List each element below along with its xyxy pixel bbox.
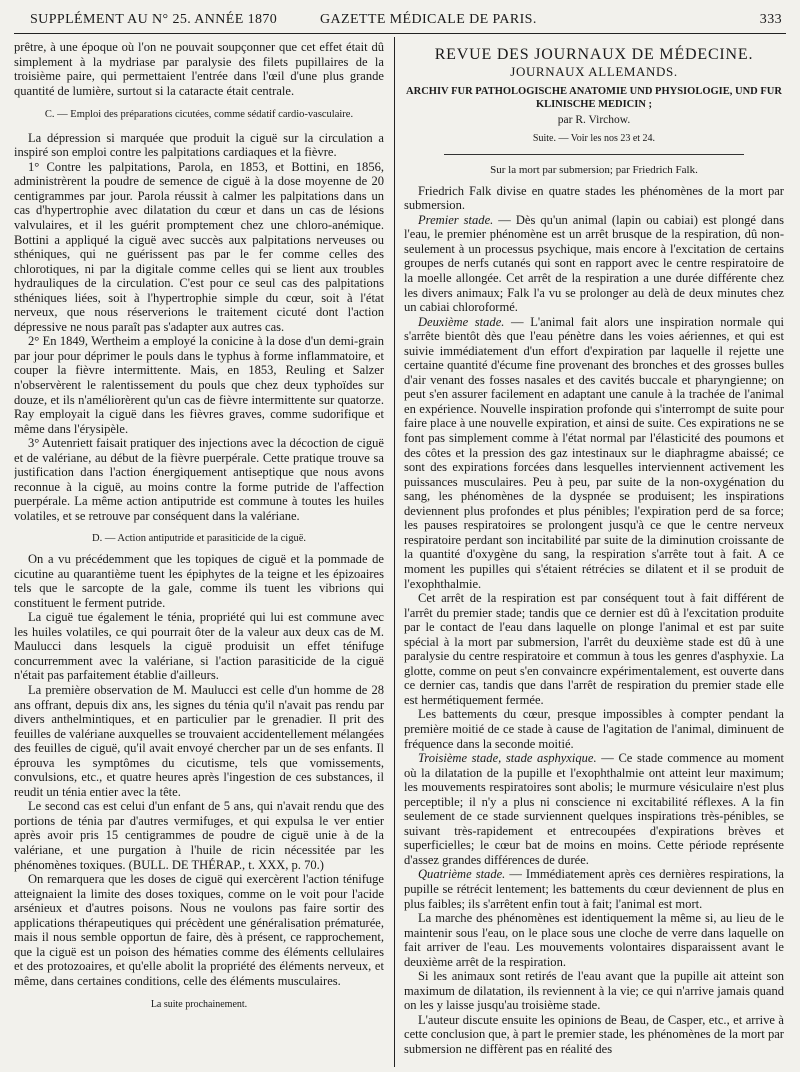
paragraph: Premier stade. — Dès qu'un animal (lapin ou cabiai) est plongé dans l'eau, le premier phénomène est un arrêt brusque de la respiration, dû non-seulement à un processus psychique, mais encore à l'excitation de certains groupes de nerfs cutanés qui sont en rapport avec le centre respiratoire de la moelle allongée. Cet arrêt de la respiration a une durée différente chez les divers animaux; Falk l'a vu se prolonger au delà de deux minutes chez un cabiai chloroformé.	[404, 212, 784, 315]
section-subheading: JOURNAUX ALLEMANDS.	[510, 63, 678, 79]
column-divider	[394, 37, 395, 1067]
paragraph: Deuxième stade. — L'animal fait alors une inspiration normale qui s'arrête bientôt dès que l'eau pénètre dans les voies aériennes, et qui est suivie immédiatement d'un effort d'expiration par laquelle il rejette une certaine quantité d'écume fine provenant des bronches et des grosses bulles d'air venant des fosses nasales et des cavités buccale et pharyngienne; on peut s'en assurer facilement en adaptant une canule à la trachée de l'animal en expérience. Nouvelle inspiration profonde qui s'interrompt de suite pour faire place à une nouvelle expiration, et ainsi de suite. Ces expirations ne se font pas simplement comme à l'état normal par l'élasticité des poumons et des côtes et la pression des gaz intestinaux sur le diaphragme abaissé; ce sont des expirations forcées dans lesquelles interviennent activement les puissances musculaires. Peu à peu, par suite de la non-oxygénation du sang, les phénomènes de la dyspnée se produisent; les inspirations deviennent plus profondes et plus pénibles; l'expiration perd de sa force; les pauses respiratoires se prolongent jusqu'à ce que le centre nerveux respiratoire perdant son incitabilité par suite de la diminution croissante de la quantité d'oxygène du sang, la respiration s'arrête tout à fait. A ce moment les pupilles qui s'étaient rétrécies se dilatent et il se produit de l'exophthalmie.	[404, 314, 784, 591]
section-heading-d: D. — Action antiputride et parasiticide de la ciguë.	[91, 532, 306, 544]
stage-label: Troisième stade, stade asphyxique.	[418, 751, 597, 766]
paragraph: Les battements du cœur, presque impossibles à compter pendant la première moitié de ce stade à cause de l'agitation de l'animal, diminuent de fréquence dans la seconde moitié.	[404, 707, 784, 751]
paragraph: La ciguë tue également le ténia, propriété qui lui est commune avec les huiles volatiles, ce qui pourrait ôter de la valeur aux deux cas de M. Maulucci dans lesquels la ciguë produisit un effet ténifuge concurremment avec la valériane, si l'action parasiticide de la ciguë n'était pas parfaitement établie d'ailleurs.	[14, 610, 384, 683]
paragraph: La marche des phénomènes est identiquement la même si, au lieu de le maintenir sous l'eau, on le place sous une cloche de verre dans laquelle on fait arriver de l'eau. Les mouvements volontaires disparaissent avant le deuxième arrêt de la respiration.	[404, 911, 784, 969]
paragraph: prêtre, à une époque où l'on ne pouvait soupçonner que cet effet était dû simplement à la mydriase par paralysie des filets pupillaires de la troisième paire, qui permettaient l'entrée dans l'œil d'une plus grande quantité de lumière, surtout si la cataracte était centrale.	[14, 40, 384, 98]
stage-label: Quatrième stade.	[418, 867, 506, 882]
journal-name: ARCHIV FUR PATHOLOGISCHE ANATOMIE UND PHYSIOLOGIE, UND FUR KLINISCHE MEDICIN ;	[406, 86, 782, 111]
separator-rule	[444, 154, 744, 155]
continuation-note: La suite prochainement.	[150, 999, 248, 1011]
supplement-label: SUPPLÉMENT AU N° 25. ANNÉE 1870	[30, 12, 278, 27]
paragraph: On a vu précédemment que les topiques de ciguë et la pommade de cicutine au quarantième tuent les épiphytes de la teigne et les épizoaires tels que le sarcopte de la gale, comme ils tuent les vibrions qui constituent le ferment putride.	[14, 552, 384, 610]
left-column	[14, 40, 384, 1070]
right-column	[404, 40, 784, 1070]
page-number: 333	[759, 12, 782, 27]
stage-label: Premier stade.	[418, 212, 494, 227]
page-header	[14, 10, 786, 30]
article-title: Sur la mort par submersion; par Friedrich Falk.	[490, 164, 698, 177]
continuation-reference: Suite. — Voir les nos 23 et 24.	[532, 132, 656, 144]
journal-title: GAZETTE MÉDICALE DE PARIS.	[320, 12, 537, 27]
stage-label: Deuxième stade.	[418, 314, 505, 329]
paragraph: L'auteur discute ensuite les opinions de Beau, de Casper, etc., et arrive à cette conclusion que, à part le premier stade, les phénomènes de la mort par submersion ne diffèrent pas en réalité des	[404, 1012, 784, 1056]
paragraph: 2° En 1849, Wertheim a employé la conicine à la dose d'un demi-grain par jour pour déprimer le pouls dans le typhus à forme inflammatoire, et couper la fièvre intermittente. Mais, en 1853, Reuling et Salzer n'observèrent le ralentissement du pouls que chez deux typhoïdes sur douze, et ils n'améliorèrent qu'un cas de fièvre intermittente sur quatorze. Ray employait la ciguë dans les fièvres graves, comme sudorifique et même dans l'érysipèle.	[14, 334, 384, 436]
section-heading-c: C. — Emploi des préparations cicutées, comme sédatif cardio-vasculaire.	[44, 109, 354, 121]
paragraph: On remarquera que les doses de ciguë qui exercèrent l'action ténifuge atteignaient la limite des doses toxiques, comme on le voit pour l'acide arsénieux et d'autres poisons. Nous ne voulons pas faire sortir des applications thérapeutiques qui précèdent une généralisation prématurée, mais il nous semble opportun de faire, dès à présent, ce rapprochement, que la ciguë est un poison des hématies comme des éléments cellulaires et des protozoaires, et qu'elle abolit la propriété des éléments nerveux, et même, dans certaines conditions, celle des éléments musculaires.	[14, 872, 384, 988]
paragraph: Le second cas est celui d'un enfant de 5 ans, qui n'avait rendu que des portions de ténia par d'autres vermifuges, et qui expulsa le ver entier après avoir pris 15 centigrammes de poudre de ciguë unie à de la valériane, et une purgation à l'huile de ricin nécessitée par les phénomènes toxiques. (BULL. DE THÉRAP., t. XXX, p. 70.)	[14, 799, 384, 872]
paragraph: Friedrich Falk divise en quatre stades les phénomènes de la mort par submersion.	[404, 183, 784, 213]
editor-byline: par R. Virchow.	[557, 114, 631, 127]
review-heading: REVUE DES JOURNAUX DE MÉDECINE.	[434, 46, 754, 63]
paragraph: 1° Contre les palpitations, Parola, en 1853, et Bottini, en 1856, administrèrent la poudre de semence de ciguë à la dose moyenne de 20 centigrammes par jour. Parola réussit à calmer les palpitations dans un cas d'hypertrophie avec dilatation du cœur et dans un cas de lésions valvulaires, et il les guérit promptement chez une chloro-anémique. Bottini a appliqué la ciguë avec succès aux palpitations nerveuses ou sthéniques, qui ne guérissent pas par le fer comme celles des chlorotiques, ni par la digitale comme celles qui se lient aux troubles hydrauliques de la circulation. C'est pour ce seul cas des palpitations sthéniques liées, soit à l'hypertrophie simple du cœur, soit à l'état nerveux, que nous réserverions le traitement cicuté dont l'action dépressive ne nous paraît pas s'adapter aux autres cas.	[14, 159, 384, 334]
paragraph: La dépression si marquée que produit la ciguë sur la circulation a inspiré son emploi contre les palpitations cardiaques et la fièvre.	[14, 130, 384, 160]
paragraph: Cet arrêt de la respiration est par conséquent tout à fait différent de l'arrêt du premier stade; tandis que ce dernier est dû à l'excitation produite par le contact de l'eau dans laquelle on plonge l'animal et est par suite spécial à la mort par submersion, l'arrêt du deuxième stade est dû à une paralysie du centre respiratoire et commun à tous les genres d'asphyxie. La glotte, comme on peut s'en convaincre expérimentalement, est ouverte dans ce dernier cas, tandis que dans l'arrêt de respiration du premier stade elle est hermétiquement fermée.	[404, 591, 784, 707]
paragraph: Troisième stade, stade asphyxique. — Ce stade commence au moment où la dilatation de la pupille et l'exophthalmie ont atteint leur maximum; les mouvements respiratoires sont abolis; le murmure vésiculaire n'est plus perceptible; il n'y a plus ni conscience ni excitabilité réflexes. A la fin seulement de ce stade surviennent quelques inspirations très-pénibles, se suivant très-rapidement et entrecoupées d'expirations brèves et superficielles; le cœur bat de moins en moins. Cette période représente d'assez grandes différences de durée.	[404, 751, 784, 867]
paragraph: 3° Autenriett faisait pratiquer des injections avec la décoction de ciguë et de valériane, au début de la fièvre puerpérale. Cette pratique trouve sa justification dans l'action énergiquement antiseptique que nous avons reconnue à la ciguë, au moins contre la forme putride de l'affection puerpérale. La même action antiputride est commune à toutes les huiles volatiles, et se retrouve par conséquent dans la valériane.	[14, 436, 384, 523]
paragraph: La première observation de M. Maulucci est celle d'un homme de 28 ans offrant, depuis dix ans, les signes du ténia qu'il n'avait pas rendu par divers anthelmintiques, et en particulier par le grenadier. Il prit des feuilles de valériane auxquelles se trouvaient accidentellement mélangées des feuilles de ciguë, qu'il avait envoyé chercher par un de ses enfants. Il éprouva les symptômes du cicutisme, tels que vomissements, convulsions, etc., et quatre heures après l'ingestion de ces substances, il reudit un ténia entier avec la tête.	[14, 682, 384, 799]
paragraph: Si les animaux sont retirés de l'eau avant que la pupille ait atteint son maximum de dilatation, ils reviennent à la vie; ce qui n'arrive jamais quand on les y laisse jusqu'au troisième stade.	[404, 969, 784, 1013]
header-rule	[14, 33, 786, 34]
paragraph: Quatrième stade. — Immédiatement après ces dernières respirations, la pupille se rétrécit lentement; les battements du cœur deviennent de plus en plus faibles; ils s'arrêtent enfin tout à fait; l'animal est mort.	[404, 867, 784, 911]
